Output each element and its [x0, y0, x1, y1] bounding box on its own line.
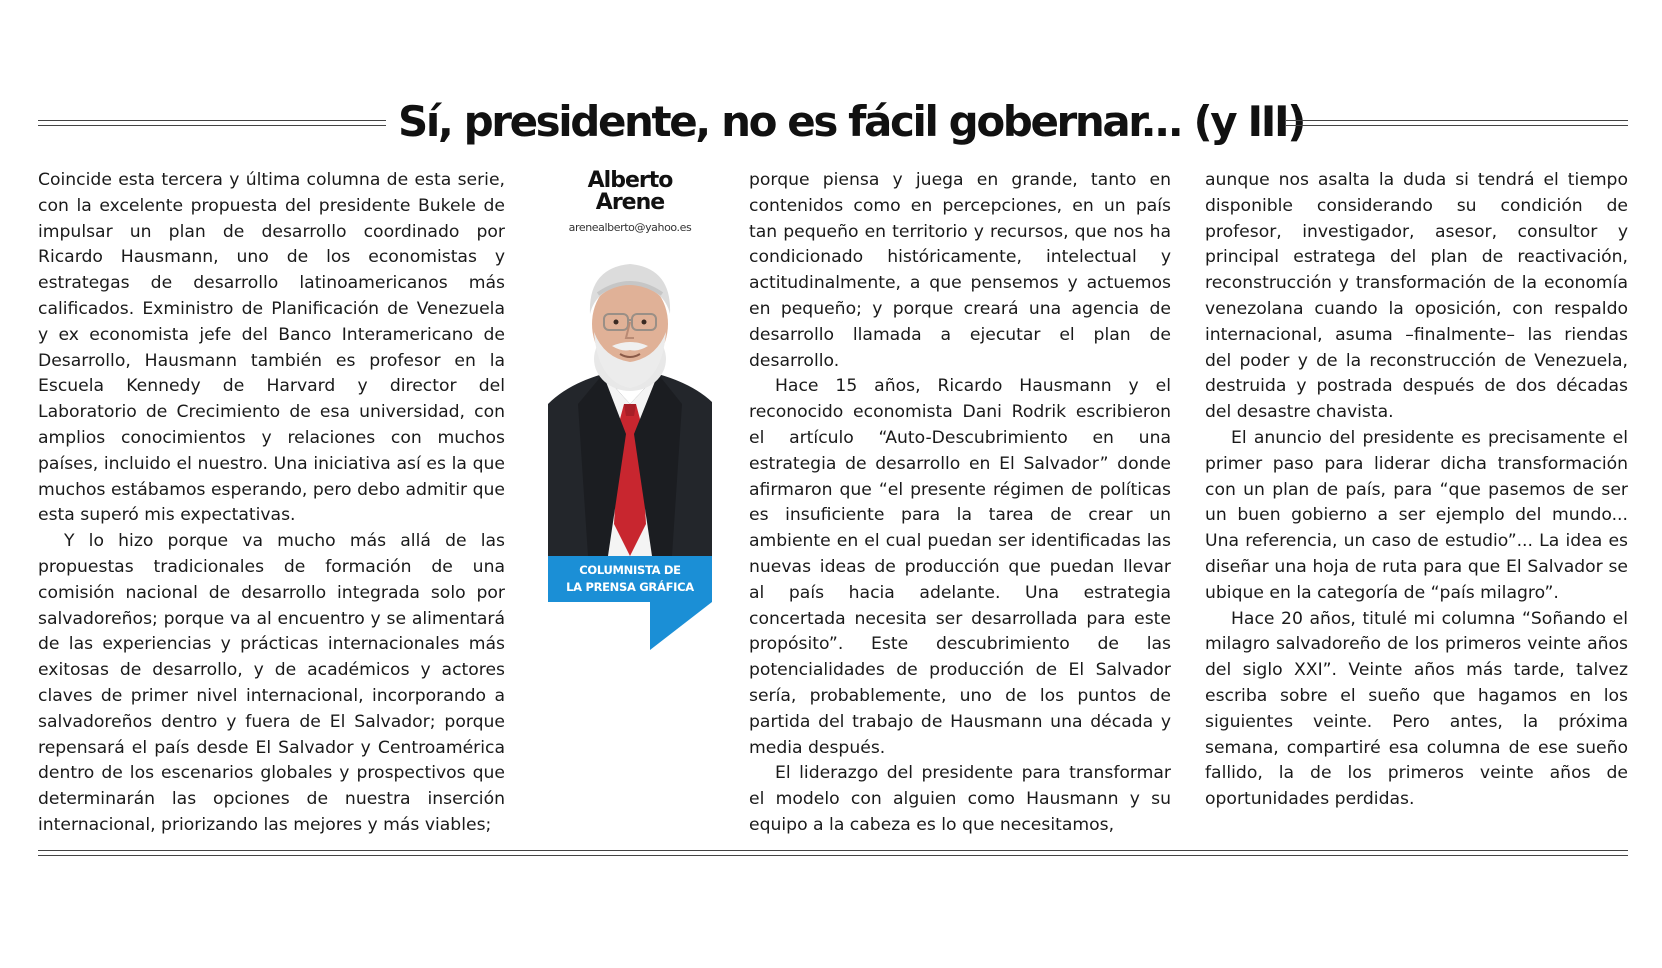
columnist-badge	[548, 556, 712, 602]
paragraph: Hace 15 años, Ricardo Hausmann y el reconocido economista Dani Rodrik escribieron el artículo “Auto-Descubrimiento en una estrategia de desarrollo en El Salvador” donde afirmaron que “el presente régimen de políticas es insuficiente para la tarea de crear un ambiente en el cual puedan ser identificadas las nuevas ideas de producción que puedan llevar al país hacia adelante. Una estrategia concertada necesita ser desarrollada para este propósito”. Este descubrimiento de las potencialidades de producción de El Salvador sería, probablemente, uno de los puntos de partida del trabajo de Hausmann una década y media después.	[749, 376, 1171, 758]
author-name-last: Arene	[595, 190, 665, 215]
author-block	[548, 170, 712, 234]
bottom-rule	[38, 850, 1628, 856]
headline-rule-right	[1286, 120, 1628, 126]
author-email: arenealberto@yahoo.es	[568, 221, 692, 234]
column-1	[38, 168, 505, 839]
badge-line-1: COLUMNISTA DE	[579, 563, 681, 577]
column-3	[1205, 168, 1628, 813]
paragraph: Coincide esta tercera y última columna de esta serie, con la excelente propuesta del presidente Bukele de impulsar un plan de desarrollo coordinado por Ricardo Hausmann, uno de los economistas y estrategas de desarrollo latinoamericanos más calificados. Exministro de Planificación de Venezuela y ex economista jefe del Banco Interamericano de Desarrollo, Hausmann también es profesor en la Escuela Kennedy de Harvard y director del Laboratorio de Crecimiento de esa universidad, con amplios conocimientos y relaciones con muchos países, incluido el nuestro. Una iniciativa así es la que muchos estábamos esperando, pero debo admitir que esta superó mis expectativas.	[38, 170, 505, 526]
article-title: Sí, presidente, no es fácil gobernar... (y III)	[398, 97, 1304, 146]
paragraph: Y lo hizo porque va mucho más allá de las propuestas tradicionales de formación de una comisión nacional de desarrollo integrada solo por salvadoreños; porque va al encuentro y se alimentará de las experiencias y prácticas internacionales más exitosas de desarrollo, y de académicos y actores claves de primer nivel internacional, incorporando a salvadoreños dentro y fuera de El Salvador; porque repensará el país desde El Salvador y Centroamérica dentro de los escenarios globales y prospectivos que determinarán las opciones de nuestra inserción internacional, priorizando las mejores y más viables;	[38, 531, 505, 835]
column-2	[749, 168, 1171, 839]
paragraph: El anuncio del presidente es precisamente el primer paso para liderar dicha transformación con un plan de país, para “que pasemos de ser un buen gobierno a ser ejemplo del mundo... Una referencia, un caso de estudio”... La idea es diseñar una hoja de ruta para que El Salvador se ubique en la categoría de “país milagro”.	[1205, 427, 1628, 603]
badge-line-2: LA PRENSA GRÁFICA	[566, 580, 694, 594]
paragraph: porque piensa y juega en grande, tanto en contenidos como en percepciones, en un país tan pequeño en territorio y recursos, que nos ha condicionado históricamente, intelectual y actitudinalmente, a que pensemos y actuemos en pequeño; y porque creará una agencia de desarrollo llamada a ejecutar el plan de desarrollo.	[749, 170, 1171, 371]
badge-tail-icon	[650, 602, 712, 650]
paragraph: aunque nos asalta la duda si tendrá el tiempo disponible considerando su condición de profesor, investigador, asesor, consultor y principal estratega del plan de reactivación, reconstrucción y transformación de la economía venezolana cuando la oposición, con respaldo internacional, asuma –finalmente– las riendas del poder y de la reconstrucción de Venezuela, destruida y postrada después de dos décadas del desastre chavista.	[1205, 170, 1628, 423]
headline-row	[38, 92, 1628, 158]
paragraph: Hace 20 años, titulé mi columna “Soñando el milagro salvadoreño de los primeros veinte años del siglo XXI”. Veinte años más tarde, talvez escriba sobre el sueño que hagamos en los siguientes veinte. Pero antes, la próxima semana, compartiré esa columna de ese sueño fallido, la de los primeros veinte años de oportunidades perdidas.	[1205, 608, 1628, 810]
author-photo	[548, 254, 712, 556]
author-portrait-icon	[548, 254, 712, 556]
author-name-first: Alberto	[587, 168, 673, 193]
paragraph: El liderazgo del presidente para transformar el modelo con alguien como Hausmann y su equipo a la cabeza es lo que necesitamos,	[749, 763, 1171, 835]
headline-rule-left	[38, 120, 386, 126]
